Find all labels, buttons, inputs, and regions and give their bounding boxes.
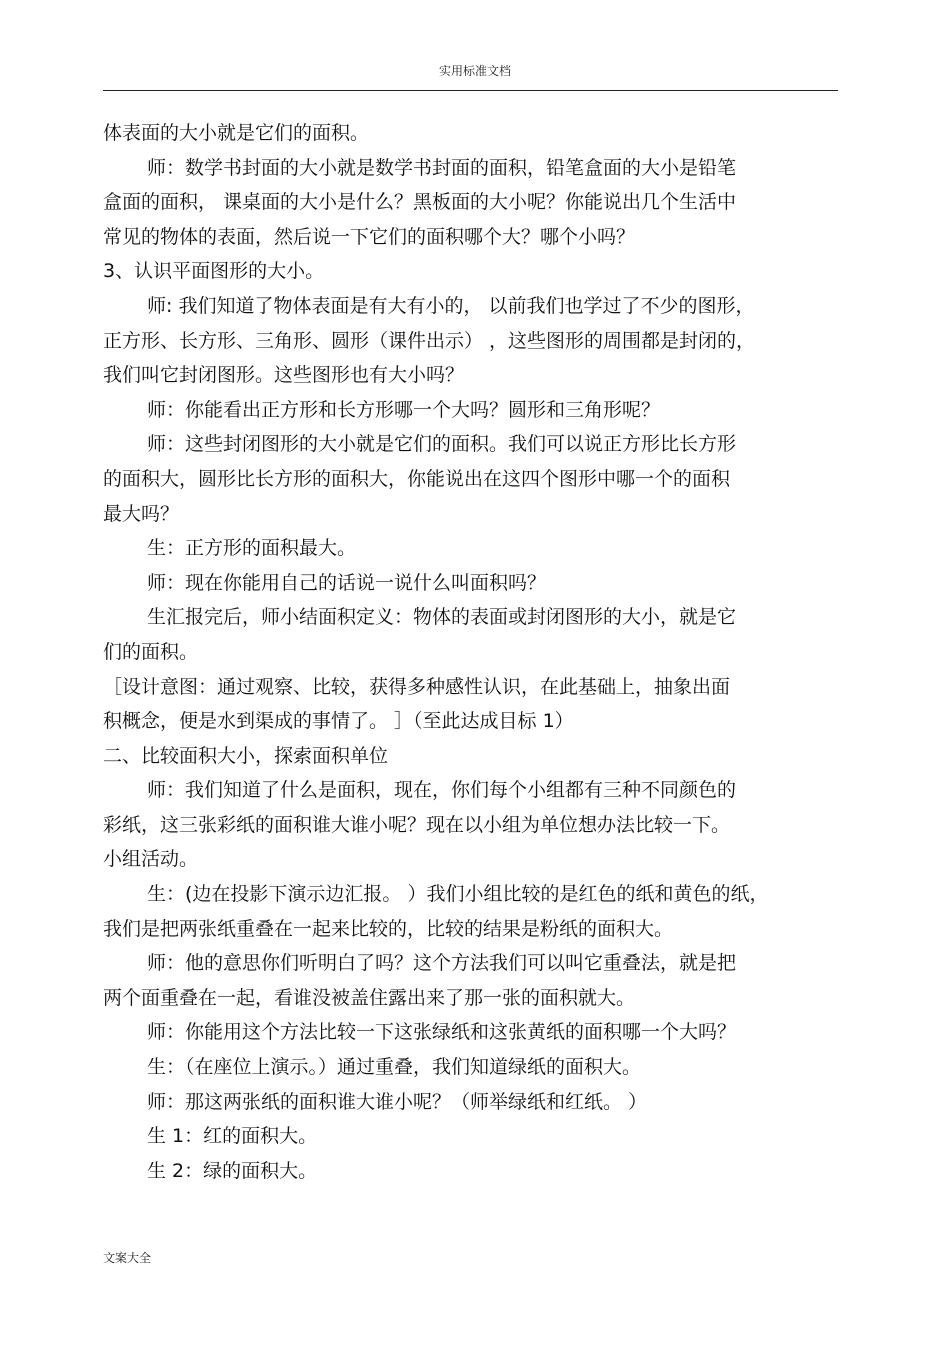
page-header: 实用标准文档: [438, 64, 511, 78]
text-line: 常见的物体的表面，然后说一下它们的面积哪个大？哪个小吗？: [103, 225, 636, 248]
text-line: 小组活动。: [103, 848, 199, 871]
text-line: 师：你能用这个方法比较一下这张绿纸和这张黄纸的面积哪一个大吗？: [147, 1021, 737, 1044]
text-line: 师：数学书封面的大小就是数学书封面的面积，铅笔盒面的大小是铅笔: [147, 156, 737, 179]
text-line: 师：这些封闭图形的大小就是它们的面积。我们可以说正方形比长方形: [147, 433, 737, 456]
design-intent-note: ［设计意图：通过观察、比较，获得多种感性认识，在此基础上，抽象出面: [103, 675, 731, 698]
text-line: 生 1：红的面积大。: [147, 1125, 318, 1148]
text-line: 生：（在座位上演示。）通过重叠，我们知道绿纸的面积大。: [147, 1056, 642, 1079]
text-line: 师：他的意思你们听明白了吗？这个方法我们可以叫它重叠法，就是把: [147, 952, 737, 975]
text-line: 师：我们知道了什么是面积，现在，你们每个小组都有三种不同颜色的: [147, 779, 737, 802]
text-line: 的面积大，圆形比长方形的面积大，你能说出在这四个图形中哪一个的面积: [103, 467, 731, 490]
text-line: 们的面积。: [103, 640, 199, 663]
text-line: 我们叫它封闭图形。这些图形也有大小吗？: [103, 364, 465, 387]
text-line: 最大吗？: [103, 502, 180, 525]
text-line: 彩纸，这三张彩纸的面积谁大谁小呢？现在以小组为单位想办法比较一下。: [103, 813, 731, 836]
text-line: 生：正方形的面积最大。: [147, 537, 357, 560]
text-line: 生汇报完后，师小结面积定义：物体的表面或封闭图形的大小，就是它: [147, 606, 737, 629]
text-line: 师：那这两张纸的面积谁大谁小呢？（师举绿纸和红纸。 ）: [147, 1090, 648, 1113]
text-line: 盒面的面积， 课桌面的大小是什么？黑板面的大小呢？你能说出几个生活中: [103, 191, 737, 214]
text-line: 师：现在你能用自己的话说一说什么叫面积吗？: [147, 571, 547, 594]
page-footer: 文案大全: [103, 1251, 152, 1265]
text-line: 两个面重叠在一起，看谁没被盖住露出来了那一张的面积就大。: [103, 986, 636, 1009]
text-line: 体表面的大小就是它们的面积。: [103, 122, 370, 144]
section-heading: 二、比较面积大小，探索面积单位: [103, 744, 389, 767]
text-line: 正方形、长方形、三角形、圆形（课件出示） ，这些图形的周围都是封闭的，: [103, 329, 756, 352]
design-intent-note: 积概念，便是水到渠成的事情了。 ］（至此达成目标 1）: [103, 710, 574, 733]
text-line: 生 2：绿的面积大。: [147, 1159, 318, 1182]
header-divider: [103, 90, 838, 91]
document-body: [103, 116, 838, 1188]
text-line: 师: 我们知道了物体表面是有大有小的， 以前我们也学过了不少的图形，: [147, 294, 755, 317]
text-line: 生：(边在投影下演示边汇报。 ）我们小组比较的是红色的纸和黄色的纸，: [147, 883, 769, 906]
text-line: 我们是把两张纸重叠在一起来比较的，比较的结果是粉纸的面积大。: [103, 917, 674, 940]
section-heading: 3、认识平面图形的大小。: [103, 260, 325, 283]
text-line: 师：你能看出正方形和长方形哪一个大吗？圆形和三角形呢？: [147, 398, 661, 421]
